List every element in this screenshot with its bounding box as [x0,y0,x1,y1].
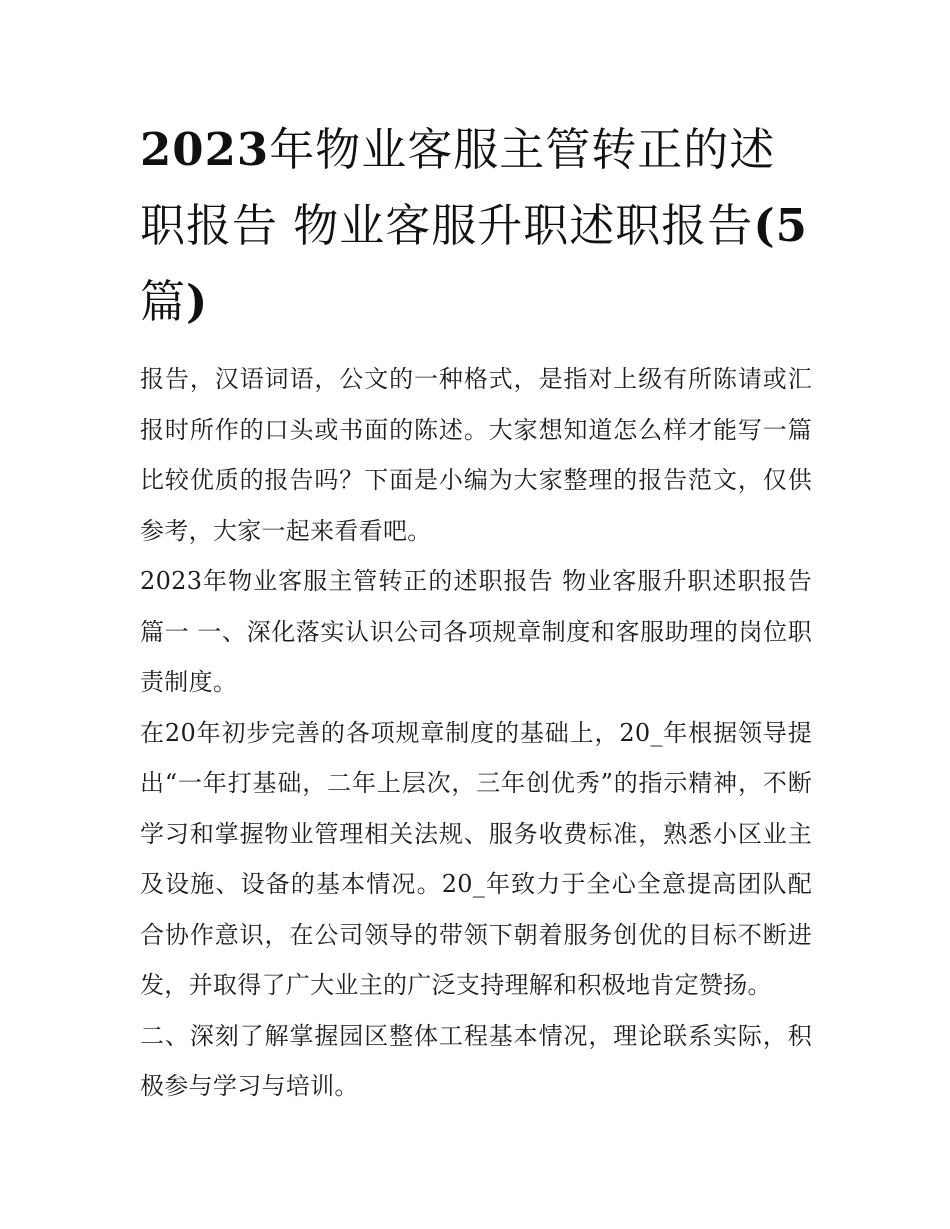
paragraph-intro: 报告，汉语词语，公文的一种格式，是指对上级有所陈请或汇报时所作的口头或书面的陈述。大家想知道怎么样才能写一篇比较优质的报告吗？下面是小编为大家整理的报告范文，仅供参考，大家一起来看看吧。 [140,365,812,545]
paragraph-section-two: 二、深刻了解掌握园区整体工程基本情况，理论联系实际，积极参与学习与培训。 [140,1021,812,1100]
paragraph-section-one-body: 在20年初步完善的各项规章制度的基础上，20_年根据领导提出“一年打基础，二年上层次，三年创优秀”的指示精神，不断学习和掌握物业管理相关法规、服务收费标准，熟悉小区业主及设施、设备的基本情况。20_年致力于全心全意提高团队配合协作意识，在公司领导的带领下朝着服务创优的目标不断进发，并取得了广大业主的广泛支持理解和积极地肯定赞扬。 [140,718,812,999]
paragraph-section-one: 2023年物业客服主管转正的述职报告 物业客服升职述职报告篇一 一、深化落实认识公司各项规章制度和客服助理的岗位职责制度。 [140,567,812,696]
document-body [140,112,812,1112]
document-title: 2023年物业客服主管转正的述职报告 物业客服升职述职报告(5篇) [140,123,808,328]
